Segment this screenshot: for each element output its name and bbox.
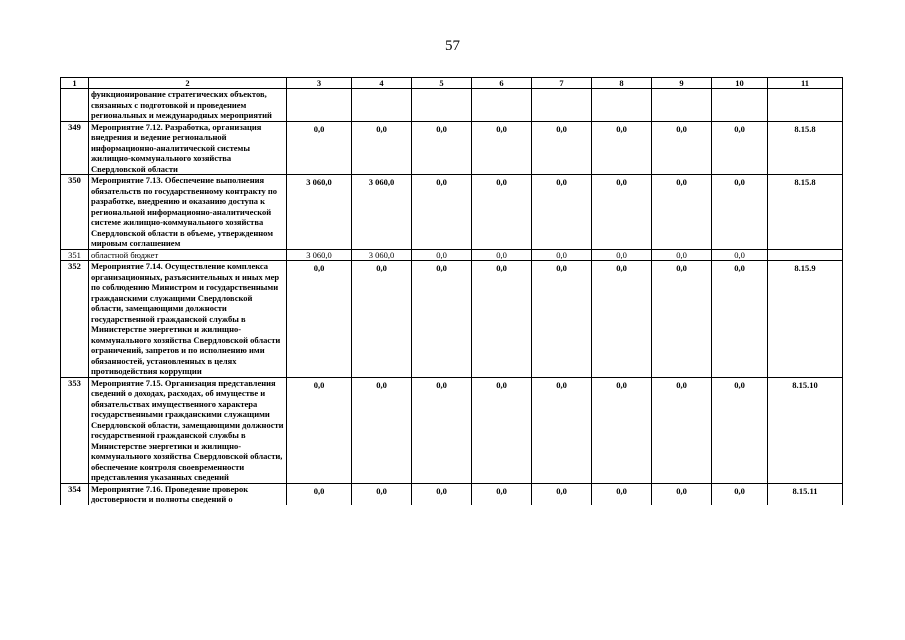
target-indicator-cell: 8.15.10 xyxy=(768,377,843,483)
row-number-cell: 353 xyxy=(61,377,89,483)
page-number: 57 xyxy=(445,38,460,54)
funding-value-cell xyxy=(352,89,412,122)
table-row xyxy=(61,483,843,505)
funding-value-cell: 0,0 xyxy=(287,121,352,175)
funding-value-cell: 3 060,0 xyxy=(287,175,352,250)
funding-value-cell xyxy=(412,89,472,122)
header-cell-4: 4 xyxy=(352,78,412,89)
target-indicator-cell: 8.15.8 xyxy=(768,121,843,175)
funding-value-cell: 0,0 xyxy=(472,121,532,175)
funding-value-cell: 0,0 xyxy=(652,249,712,261)
funding-value-cell: 0,0 xyxy=(472,261,532,378)
row-number-cell: 350 xyxy=(61,175,89,250)
funding-value-cell: 0,0 xyxy=(532,249,592,261)
funding-value-cell: 3 060,0 xyxy=(287,249,352,261)
header-cell-10: 10 xyxy=(712,78,768,89)
measure-name-cell: Мероприятие 7.16. Проведение проверок достоверности и полноты сведений о xyxy=(89,483,287,505)
table-header-row xyxy=(61,78,843,89)
funding-value-cell: 0,0 xyxy=(532,121,592,175)
funding-value-cell xyxy=(287,89,352,122)
target-indicator-cell xyxy=(768,249,843,261)
funding-value-cell: 0,0 xyxy=(412,261,472,378)
row-number-cell: 354 xyxy=(61,483,89,505)
row-number-cell xyxy=(61,89,89,122)
funding-value-cell xyxy=(652,89,712,122)
header-cell-1: 1 xyxy=(61,78,89,89)
funding-value-cell: 0,0 xyxy=(712,175,768,250)
funding-value-cell: 0,0 xyxy=(652,175,712,250)
funding-value-cell: 0,0 xyxy=(592,377,652,483)
header-cell-11: 11 xyxy=(768,78,843,89)
funding-value-cell xyxy=(532,89,592,122)
table-body xyxy=(61,78,843,505)
funding-value-cell: 0,0 xyxy=(532,261,592,378)
funding-value-cell: 0,0 xyxy=(412,249,472,261)
header-cell-5: 5 xyxy=(412,78,472,89)
funding-value-cell: 3 060,0 xyxy=(352,175,412,250)
header-cell-9: 9 xyxy=(652,78,712,89)
funding-value-cell: 0,0 xyxy=(472,175,532,250)
funding-value-cell: 0,0 xyxy=(652,121,712,175)
funding-value-cell: 0,0 xyxy=(652,483,712,505)
funding-value-cell: 0,0 xyxy=(352,261,412,378)
funding-value-cell: 0,0 xyxy=(532,175,592,250)
header-cell-8: 8 xyxy=(592,78,652,89)
funding-value-cell: 0,0 xyxy=(287,483,352,505)
target-indicator-cell: 8.15.9 xyxy=(768,261,843,378)
target-indicator-cell: 8.15.11 xyxy=(768,483,843,505)
funding-value-cell: 0,0 xyxy=(532,483,592,505)
funding-value-cell xyxy=(712,89,768,122)
funding-value-cell: 0,0 xyxy=(412,175,472,250)
funding-value-cell: 0,0 xyxy=(287,261,352,378)
header-cell-2: 2 xyxy=(89,78,287,89)
funding-value-cell: 0,0 xyxy=(712,377,768,483)
measure-name-cell: Мероприятие 7.14. Осуществление комплекса организационных, разъяснительных и иных мер по соблюдению Министром и государственными гражданскими служащими Свердловской области, замещающими должности государственной гражданской службы в Министерстве энергетики и жилищно-коммунального хозяйства Свердловской области ограничений, запретов и по исполнению ими обязанностей, установленных в целях противодействия коррупции xyxy=(89,261,287,378)
funding-value-cell xyxy=(592,89,652,122)
funding-value-cell: 0,0 xyxy=(592,175,652,250)
table-row xyxy=(61,261,843,378)
measure-name-cell: функционирование стратегических объектов, связанных с подготовкой и проведением региональных и международных мероприятий xyxy=(89,89,287,122)
measure-name-cell: Мероприятие 7.12. Разработка, организация внедрения и ведение региональной информационно-аналитической системы жилищно-коммунального хозяйства Свердловской области xyxy=(89,121,287,175)
funding-value-cell: 0,0 xyxy=(472,249,532,261)
funding-value-cell: 0,0 xyxy=(592,121,652,175)
funding-value-cell: 0,0 xyxy=(532,377,592,483)
funding-value-cell: 0,0 xyxy=(592,261,652,378)
funding-value-cell: 0,0 xyxy=(287,377,352,483)
header-cell-7: 7 xyxy=(532,78,592,89)
funding-value-cell: 0,0 xyxy=(712,483,768,505)
target-indicator-cell xyxy=(768,89,843,122)
row-number-cell: 351 xyxy=(61,249,89,261)
program-measures-table xyxy=(60,77,843,505)
funding-value-cell: 0,0 xyxy=(652,261,712,378)
funding-value-cell: 3 060,0 xyxy=(352,249,412,261)
funding-value-cell: 0,0 xyxy=(352,377,412,483)
table-row xyxy=(61,249,843,261)
header-cell-3: 3 xyxy=(287,78,352,89)
funding-value-cell: 0,0 xyxy=(472,483,532,505)
measure-name-cell: областной бюджет xyxy=(89,249,287,261)
row-number-cell: 352 xyxy=(61,261,89,378)
funding-value-cell: 0,0 xyxy=(592,249,652,261)
table-row xyxy=(61,121,843,175)
funding-value-cell: 0,0 xyxy=(412,377,472,483)
funding-value-cell xyxy=(472,89,532,122)
funding-value-cell: 0,0 xyxy=(652,377,712,483)
funding-value-cell: 0,0 xyxy=(412,121,472,175)
funding-value-cell: 0,0 xyxy=(352,483,412,505)
measure-name-cell: Мероприятие 7.15. Организация представления сведений о доходах, расходах, об имуществе и обязательствах имущественного характера государственными гражданскими служащими Свердловской области, замещающими должности государственной гражданской службы в Министерстве энергетики и жилищно-коммунального хозяйства Свердловской области, обеспечение контроля своевременности представления указанных сведений xyxy=(89,377,287,483)
row-number-cell: 349 xyxy=(61,121,89,175)
funding-value-cell: 0,0 xyxy=(712,261,768,378)
funding-value-cell: 0,0 xyxy=(412,483,472,505)
target-indicator-cell: 8.15.8 xyxy=(768,175,843,250)
measure-name-cell: Мероприятие 7.13. Обеспечение выполнения обязательств по государственному контракту по разработке, внедрению и оказанию доступа к региональной информационно-аналитической системе жилищно-коммунального хозяйства Свердловской области в объеме, утвержденном мировым соглашением xyxy=(89,175,287,250)
header-cell-6: 6 xyxy=(472,78,532,89)
funding-value-cell: 0,0 xyxy=(472,377,532,483)
table-row xyxy=(61,89,843,122)
table-row xyxy=(61,377,843,483)
funding-value-cell: 0,0 xyxy=(712,249,768,261)
table-row xyxy=(61,175,843,250)
funding-value-cell: 0,0 xyxy=(352,121,412,175)
funding-value-cell: 0,0 xyxy=(592,483,652,505)
funding-value-cell: 0,0 xyxy=(712,121,768,175)
